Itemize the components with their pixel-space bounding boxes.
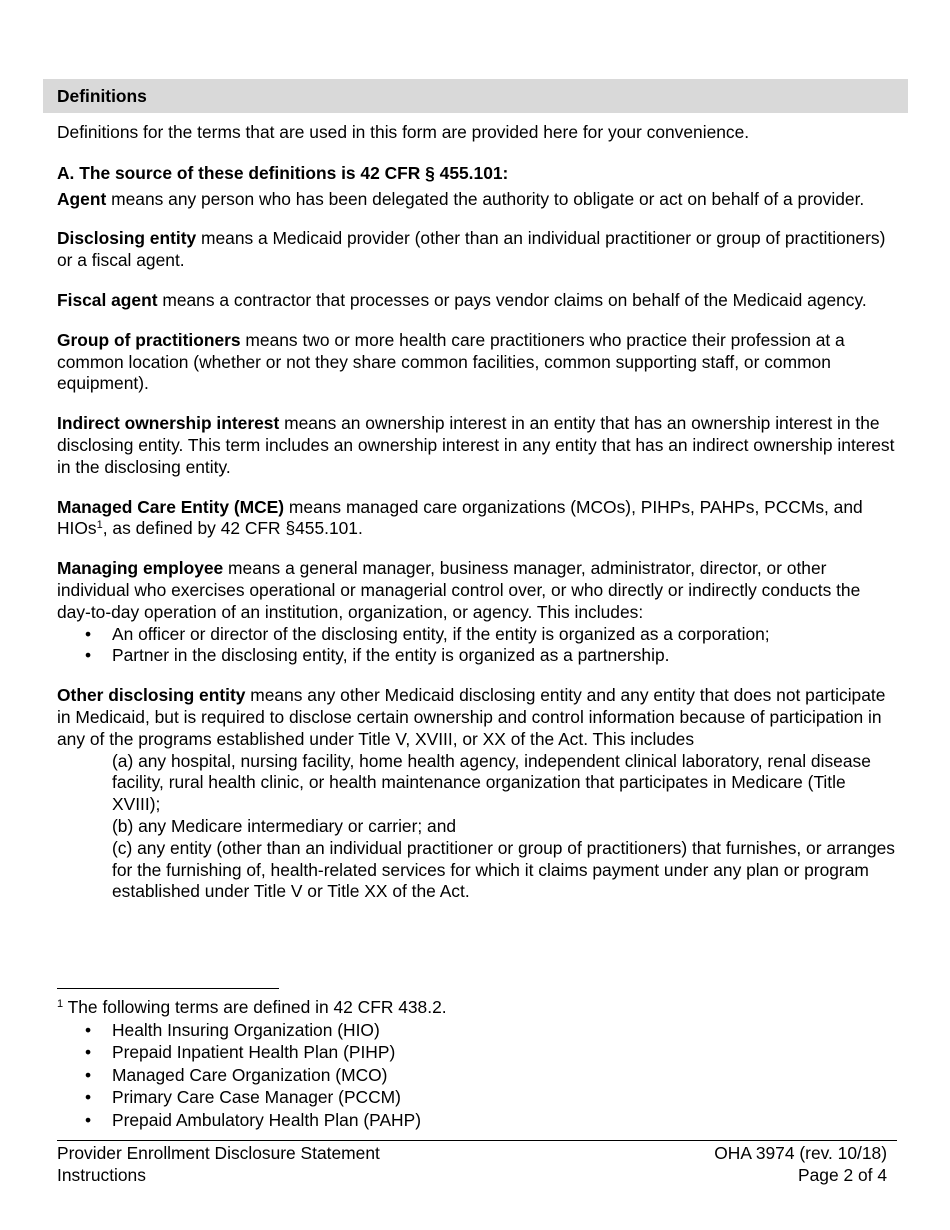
definition-text: means managed care organizations (MCOs), PIHPs, PAHPs, PCCMs, and HIOs [57, 496, 863, 539]
definition-indirect-ownership [57, 413, 897, 478]
other-disclosing-paragraph [57, 685, 897, 750]
definition-fiscal-agent [57, 290, 897, 312]
list-item: • An officer or director of the disclosing entity, if the entity is organized as a corporation; [57, 624, 897, 646]
list-item: (a) any hospital, nursing facility, home health agency, independent clinical laboratory, renal disease facility, rural health clinic, or health maintenance organization that participates in Medicare (Title XVIII); [112, 750, 871, 815]
term-other-disclosing-entity: Other disclosing entity [57, 685, 246, 706]
definition-mce [57, 497, 897, 541]
footnote-bullets [57, 1019, 897, 1132]
definition-disclosing-entity [57, 228, 897, 272]
definition-text: means a Medicaid provider (other than an individual practitioner or group of practitioners) or a fiscal agent. [57, 228, 886, 271]
definition-agent [57, 189, 897, 211]
footnote-text: The following terms are defined in 42 CFR 438.2. [63, 997, 447, 1017]
footnote-mark: 1 [57, 998, 64, 1010]
footer-page-number: Page 2 of 4 [798, 1164, 887, 1185]
section-title: Definitions [57, 86, 147, 106]
definition-other-disclosing-entity [57, 685, 897, 903]
footer-form-subtitle: Instructions [57, 1164, 146, 1185]
footnote-reference: 1 [96, 519, 103, 532]
definition-group-of-practitioners [57, 330, 897, 395]
footnote [57, 996, 897, 1132]
managing-employee-bullets [57, 624, 897, 668]
term-fiscal-agent: Fiscal agent [57, 289, 158, 310]
footer-divider [57, 1140, 897, 1141]
definition-text: means any person who has been delegated the authority to obligate or act on behalf of a provider. [106, 188, 865, 209]
term-mce: Managed Care Entity (MCE) [57, 496, 285, 517]
definition-text: means a general manager, business manager, administrator, director, or other individual who exercises operational or managerial control over, or who directly or indirectly conducts the day-to-day operation of an institution, organization, or agency. This includes: [57, 558, 861, 622]
footer-form-number: OHA 3974 (rev. 10/18) [714, 1143, 887, 1163]
managing-employee-paragraph [57, 558, 897, 623]
term-agent: Agent [57, 188, 107, 209]
section-header [43, 79, 908, 113]
term-group-of-practitioners: Group of practitioners [57, 329, 241, 350]
footer-right [714, 1143, 887, 1186]
list-item: • Managed Care Organization (MCO) [57, 1064, 897, 1087]
list-item: • Health Insuring Organization (HIO) [57, 1019, 897, 1042]
list-item: • Prepaid Ambulatory Health Plan (PAHP) [57, 1109, 897, 1132]
list-item: • Partner in the disclosing entity, if the entity is organized as a partnership. [57, 645, 897, 667]
definition-managing-employee [57, 558, 897, 667]
footnote-divider [57, 988, 279, 989]
term-disclosing-entity: Disclosing entity [57, 228, 197, 249]
intro-text: Definitions for the terms that are used in this form are provided here for your convenience. [57, 122, 750, 142]
term-indirect-ownership: Indirect ownership interest [57, 413, 280, 434]
footer-left [57, 1143, 380, 1186]
definition-text: means a contractor that processes or pays vendor claims on behalf of the Medicaid agency. [157, 289, 867, 310]
term-managing-employee: Managing employee [57, 558, 224, 579]
list-item: • Primary Care Case Manager (PCCM) [57, 1086, 897, 1109]
list-item: (c) any entity (other than an individual practitioner or group of practitioners) that furnishes, or arranges for the furnishing of, health-related services for which it claims payment under any plan or program established under Title V or Title XX of the Act. [112, 837, 895, 902]
footnote-text-line [57, 996, 897, 1019]
source-subheading: A. The source of these definitions is 42 CFR § 455.101: [57, 162, 509, 183]
definition-text: means any other Medicaid disclosing entity and any entity that does not participate in Medicaid, but is required to disclose certain ownership and control information because of participation in any of the programs established under Title V, XVIII, or XX of the Act. This includes [57, 685, 886, 749]
list-item: (b) any Medicare intermediary or carrier; and [112, 815, 457, 836]
list-item: • Prepaid Inpatient Health Plan (PIHP) [57, 1041, 897, 1064]
definition-text: , as defined by 42 CFR §455.101. [102, 518, 363, 539]
footer-form-title: Provider Enrollment Disclosure Statement [57, 1143, 380, 1163]
definition-text: means two or more health care practitioners who practice their profession at a common location (whether or not they share common facilities, common supporting staff, or common equipment). [57, 329, 845, 394]
definition-text: means an ownership interest in an entity that has an ownership interest in the disclosing entity. This term includes an ownership interest in any entity that has an indirect ownership interest in the disclosing entity. [57, 413, 895, 477]
definitions-content [57, 122, 897, 903]
